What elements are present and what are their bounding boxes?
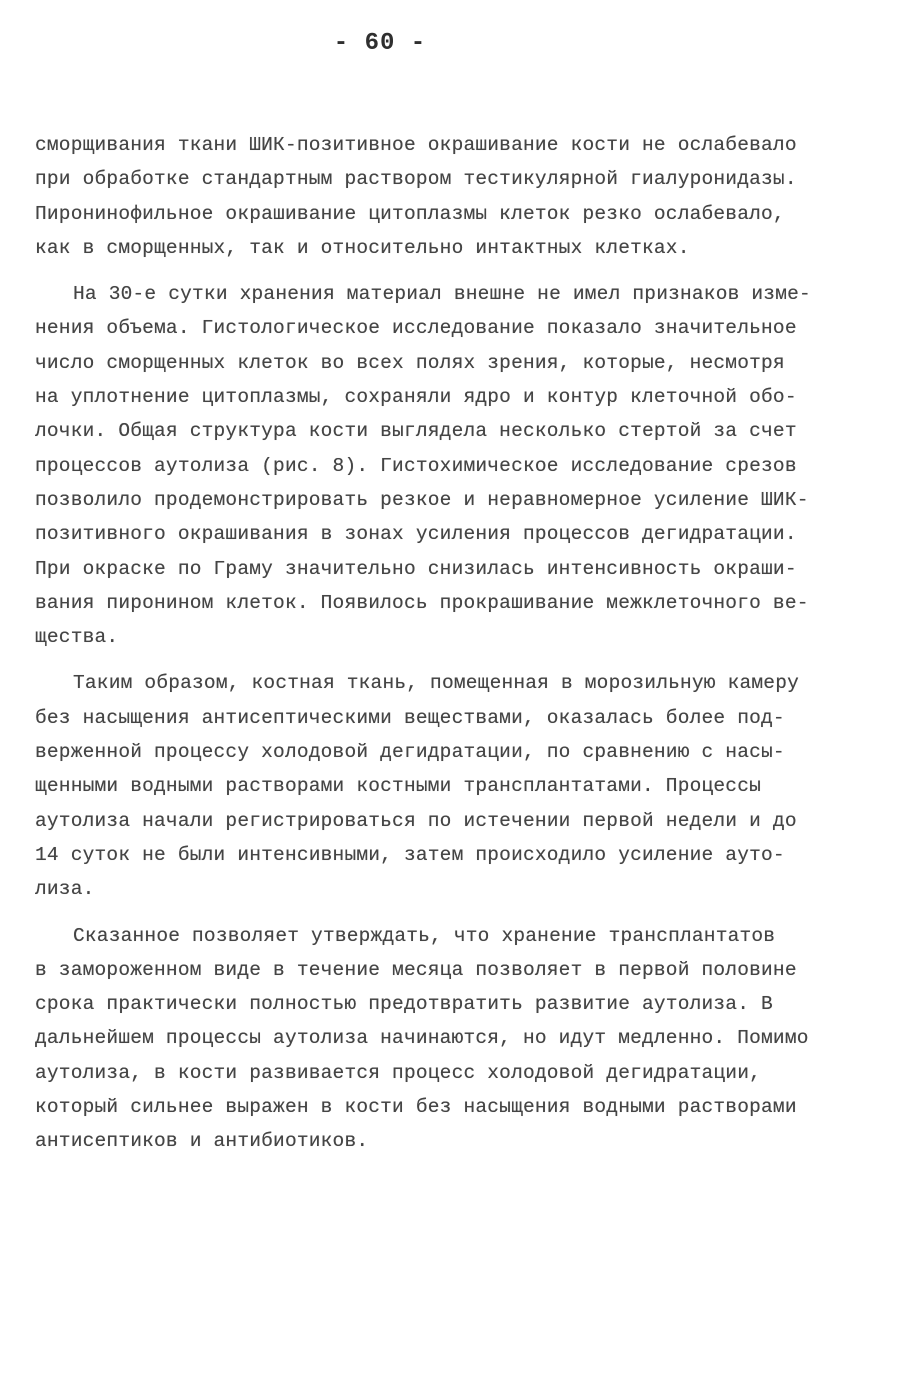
paragraph — [35, 128, 865, 265]
text-line: Пиронинофильное окрашивание цитоплазмы клеток резко ослабевало, — [35, 202, 785, 225]
text-line: при обработке стандартным раствором тестикулярной гиалуронидазы. — [35, 168, 797, 191]
body-text — [35, 128, 865, 1159]
page-number: - 60 - — [333, 30, 427, 57]
text-line: Таким образом, костная ткань, помещенная в морозильную камеру — [73, 672, 800, 695]
paragraph — [35, 666, 865, 906]
text-line: в замороженном виде в течение месяца позволяет в первой половине — [35, 958, 797, 981]
text-line: позволило продемонстрировать резкое и неравномерное усиление ШИК- — [35, 488, 809, 511]
text-line: число сморщенных клеток во всех полях зрения, которые, несмотря — [35, 351, 785, 374]
text-line: срока практически полностью предотвратить развитие аутолиза. В — [35, 993, 773, 1016]
text-line: процессов аутолиза (рис. 8). Гистохимическое исследование срезов — [35, 454, 797, 477]
paragraph — [35, 277, 865, 654]
text-line: позитивного окрашивания в зонах усиления процессов дегидратации. — [35, 523, 797, 546]
text-line: щества. — [35, 626, 119, 649]
text-line: На 30-е сутки хранения материал внешне не имел признаков изме- — [73, 283, 811, 306]
text-line: лочки. Общая структура кости выглядела несколько стертой за счет — [35, 420, 797, 443]
text-line: щенными водными растворами костными трансплантатами. Процессы — [35, 775, 762, 798]
text-line: дальнейшем процессы аутолиза начинаются, но идут медленно. Помимо — [35, 1027, 809, 1050]
text-line: который сильнее выражен в кости без насыщения водными растворами — [35, 1096, 797, 1119]
text-line: аутолиза, в кости развивается процесс холодовой дегидратации, — [35, 1061, 762, 1084]
paragraph — [35, 919, 865, 1159]
text-line: 14 суток не были интенсивными, затем происходило усиление ауто- — [35, 843, 785, 866]
text-line: антисептиков и антибиотиков. — [35, 1130, 369, 1153]
text-line: на уплотнение цитоплазмы, сохраняли ядро и контур клеточной обо- — [35, 386, 797, 409]
text-line: При окраске по Граму значительно снизилась интенсивность окраши- — [35, 557, 797, 580]
text-line: сморщивания ткани ШИК-позитивное окрашивание кости не ослабевало — [35, 134, 797, 156]
text-line: нения объема. Гистологическое исследование показало значительное — [35, 317, 797, 340]
text-line: вания пиронином клеток. Появилось прокрашивание межклеточного ве- — [35, 591, 809, 614]
text-line: верженной процессу холодовой дегидратации, по сравнению с насы- — [35, 741, 785, 764]
text-line: Сказанное позволяет утверждать, что хранение трансплантатов — [73, 924, 776, 947]
paragraph-gap — [35, 265, 865, 277]
text-line: аутолиза начали регистрироваться по истечении первой недели и до — [35, 809, 797, 832]
text-line: без насыщения антисептическими веществами, оказалась более под- — [35, 706, 785, 729]
text-line: лиза. — [35, 878, 95, 901]
paragraph-gap — [35, 654, 865, 666]
paragraph-gap — [35, 907, 865, 919]
text-line: как в сморщенных, так и относительно интактных клетках. — [35, 236, 690, 259]
